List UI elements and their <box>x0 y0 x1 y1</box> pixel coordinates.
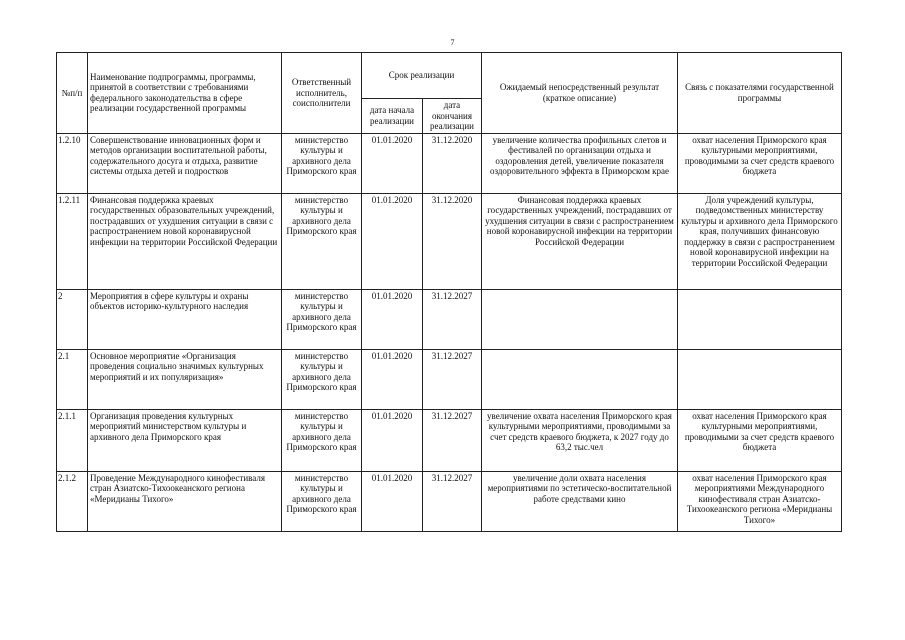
row-result: Финансовая поддержка краевых государственных учреждений, пострадавших от ухудшения ситуации в связи с распространением новой коронавирусной инфекции на территории Российской Федерации <box>482 193 678 289</box>
header-end: дата окончания реализации <box>423 99 482 134</box>
row-name: Финансовая поддержка краевых государственных образовательных учреждений, пострадавших от ухудшения ситуации в связи с распространением новой коронавирусной инфекции на территории Российской Федерации <box>88 193 282 289</box>
header-period: Срок реализации <box>362 53 482 99</box>
header-num: №п/п <box>57 53 88 134</box>
row-start: 01.01.2020 <box>362 133 423 193</box>
row-start: 01.01.2020 <box>362 289 423 349</box>
row-result <box>482 289 678 349</box>
header-result: Ожидаемый непосредственный результат (краткое описание) <box>482 53 678 134</box>
row-start: 01.01.2020 <box>362 349 423 409</box>
row-name: Проведение Международного кинофестиваля стран Азиатско-Тихоокеанского региона «Меридианы Тихого» <box>88 471 282 531</box>
header-name: Наименование подпрограммы, программы, принятой в соответствии с требованиями федерального законодательства в сфере реализации государственной программы <box>88 53 282 134</box>
row-end: 31.12.2027 <box>423 409 482 471</box>
row-name: Совершенствование инновационных форм и методов организации воспитательной работы, содержательного досуга и отдыха, развитие системы отдыха детей и подростков <box>88 133 282 193</box>
row-end: 31.12.2020 <box>423 133 482 193</box>
table-row <box>57 471 842 531</box>
row-num: 2 <box>57 289 88 349</box>
row-executor: министерство культуры и архивного дела Приморского края <box>282 193 362 289</box>
row-executor: министерство культуры и архивного дела Приморского края <box>282 409 362 471</box>
row-link: охват населения Приморского края мероприятиями Международного кинофестиваля стран Азиатско-Тихоокеанского региона «Меридианы Тихого» <box>678 471 842 531</box>
row-end: 31.12.2020 <box>423 193 482 289</box>
row-result: увеличение доли охвата населения мероприятиями по эстетическо-воспитательной работе средствами кино <box>482 471 678 531</box>
row-end: 31.12.2027 <box>423 471 482 531</box>
row-executor: министерство культуры и архивного дела Приморского края <box>282 349 362 409</box>
row-name: Организация проведения культурных мероприятий министерством культуры и архивного дела Приморского края <box>88 409 282 471</box>
row-num: 1.2.10 <box>57 133 88 193</box>
row-num: 2.1.2 <box>57 471 88 531</box>
row-result <box>482 349 678 409</box>
row-link: охват населения Приморского края культурными мероприятиями, проводимыми за счет средств краевого бюджета <box>678 409 842 471</box>
row-executor: министерство культуры и архивного дела Приморского края <box>282 133 362 193</box>
table-row <box>57 289 842 349</box>
row-num: 2.1 <box>57 349 88 409</box>
table-row <box>57 409 842 471</box>
row-num: 1.2.11 <box>57 193 88 289</box>
program-table <box>56 52 842 532</box>
row-link <box>678 349 842 409</box>
row-num: 2.1.1 <box>57 409 88 471</box>
row-executor: министерство культуры и архивного дела Приморского края <box>282 471 362 531</box>
row-end: 31.12.2027 <box>423 289 482 349</box>
table-row <box>57 193 842 289</box>
row-start: 01.01.2020 <box>362 471 423 531</box>
row-link: охват населения Приморского края культурными мероприятиями, проводимыми за счет средств краевого бюджета <box>678 133 842 193</box>
row-start: 01.01.2020 <box>362 409 423 471</box>
header-executor: Ответственный исполнитель, соисполнители <box>282 53 362 134</box>
row-end: 31.12.2027 <box>423 349 482 409</box>
row-executor: министерство культуры и архивного дела Приморского края <box>282 289 362 349</box>
page-number: 7 <box>450 38 455 47</box>
header-link: Связь с показателями государственной программы <box>678 53 842 134</box>
row-link: Доля учреждений культуры, подведомственных министерству культуры и архивного дела Приморского края, получивших финансовую поддержку в связи с распространением новой коронавирусной инфекции на территории Российской Федерации <box>678 193 842 289</box>
row-start: 01.01.2020 <box>362 193 423 289</box>
row-name: Основное мероприятие «Организация проведения социально значимых культурных мероприятий и их популяризация» <box>88 349 282 409</box>
header-start: дата начала реализации <box>362 99 423 134</box>
table-row <box>57 133 842 193</box>
row-link <box>678 289 842 349</box>
row-result: увеличение охвата населения Приморского края культурными мероприятиями, проводимыми за счет средств краевого бюджета, к 2027 году до 63,2 тыс.чел <box>482 409 678 471</box>
row-name: Мероприятия в сфере культуры и охраны объектов историко-культурного наследия <box>88 289 282 349</box>
table-row <box>57 349 842 409</box>
row-result: увеличение количества профильных слетов и фестивалей по организации отдыха и оздоровления детей, увеличение показателя оздоровительного эффекта в Приморском крае <box>482 133 678 193</box>
